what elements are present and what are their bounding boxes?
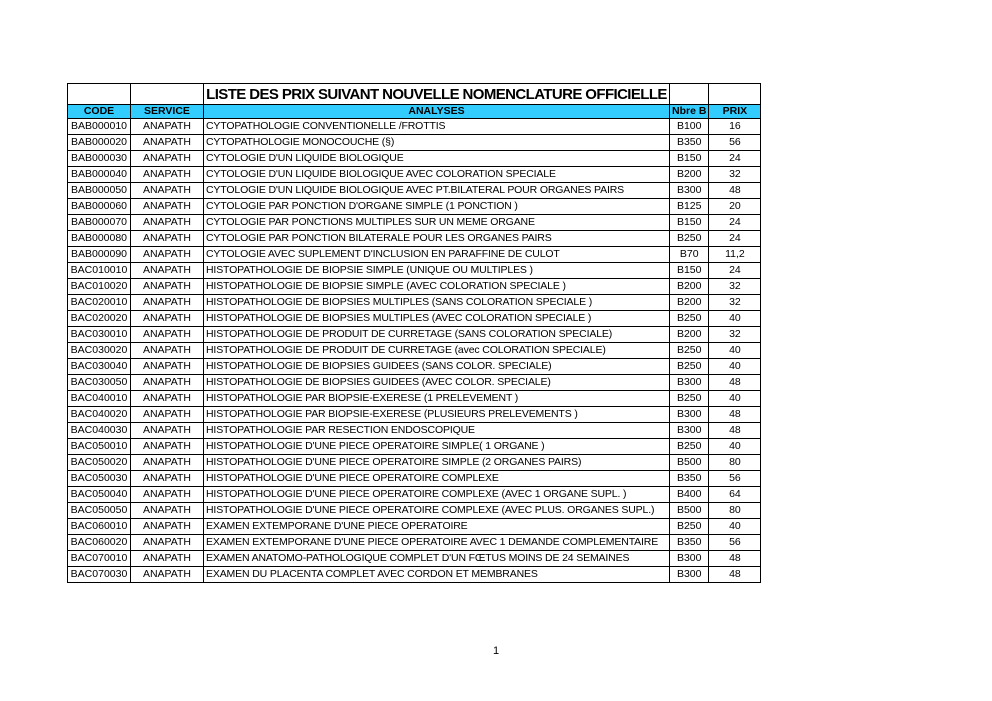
service-cell: ANAPATH	[131, 327, 204, 343]
service-cell: ANAPATH	[131, 375, 204, 391]
price-cell: 56	[709, 535, 761, 551]
table-row	[68, 295, 761, 311]
table-row	[68, 359, 761, 375]
nbre-b-cell: B200	[670, 279, 709, 295]
nbre-b-cell: B400	[670, 487, 709, 503]
code-cell: BAB000040	[68, 167, 131, 183]
code-cell: BAC070030	[68, 567, 131, 583]
nbre-b-cell: B250	[670, 311, 709, 327]
analysis-cell: HISTOPATHOLOGIE D'UNE PIECE OPERATOIRE COMPLEXE	[204, 471, 670, 487]
title-row	[68, 84, 761, 105]
analysis-cell: HISTOPATHOLOGIE DE BIOPSIES MULTIPLES (AVEC COLORATION SPECIALE )	[204, 311, 670, 327]
code-cell: BAC060010	[68, 519, 131, 535]
price-cell: 20	[709, 199, 761, 215]
table-row	[68, 535, 761, 551]
table-row	[68, 119, 761, 135]
nbre-b-cell: B300	[670, 567, 709, 583]
column-header-analyses: ANALYSES	[204, 105, 670, 119]
code-cell: BAB000020	[68, 135, 131, 151]
nbre-b-cell: B500	[670, 503, 709, 519]
nbre-b-cell: B300	[670, 407, 709, 423]
analysis-cell: HISTOPATHOLOGIE D'UNE PIECE OPERATOIRE SIMPLE (2 ORGANES PAIRS)	[204, 455, 670, 471]
nbre-b-cell: B150	[670, 215, 709, 231]
analysis-cell: HISTOPATHOLOGIE DE PRODUIT DE CURRETAGE (SANS COLORATION SPECIALE)	[204, 327, 670, 343]
analysis-cell: EXAMEN EXTEMPORANE D'UNE PIECE OPERATOIRE AVEC 1 DEMANDE COMPLEMENTAIRE	[204, 535, 670, 551]
code-cell: BAB000010	[68, 119, 131, 135]
nbre-b-cell: B250	[670, 391, 709, 407]
analysis-cell: CYTOLOGIE PAR PONCTION D'ORGANE SIMPLE (1 PONCTION )	[204, 199, 670, 215]
table-row	[68, 327, 761, 343]
service-cell: ANAPATH	[131, 311, 204, 327]
analysis-cell: HISTOPATHOLOGIE DE BIOPSIES MULTIPLES (SANS COLORATION SPECIALE )	[204, 295, 670, 311]
code-cell: BAC070010	[68, 551, 131, 567]
price-cell: 40	[709, 359, 761, 375]
analysis-cell: EXAMEN EXTEMPORANE D'UNE PIECE OPERATOIRE	[204, 519, 670, 535]
analysis-cell: EXAMEN DU PLACENTA COMPLET AVEC CORDON ET MEMBRANES	[204, 567, 670, 583]
code-cell: BAB000070	[68, 215, 131, 231]
nbre-b-cell: B250	[670, 343, 709, 359]
table-row	[68, 423, 761, 439]
service-cell: ANAPATH	[131, 407, 204, 423]
nbre-b-cell: B150	[670, 263, 709, 279]
nbre-b-cell: B300	[670, 551, 709, 567]
nbre-b-cell: B100	[670, 119, 709, 135]
table-row	[68, 471, 761, 487]
nbre-b-cell: B300	[670, 183, 709, 199]
nbre-b-cell: B350	[670, 135, 709, 151]
code-cell: BAC030040	[68, 359, 131, 375]
price-cell: 24	[709, 151, 761, 167]
analysis-cell: HISTOPATHOLOGIE DE BIOPSIE SIMPLE (AVEC COLORATION SPECIALE )	[204, 279, 670, 295]
service-cell: ANAPATH	[131, 215, 204, 231]
table-row	[68, 503, 761, 519]
nbre-b-cell: B250	[670, 519, 709, 535]
service-cell: ANAPATH	[131, 359, 204, 375]
nbre-b-cell: B250	[670, 439, 709, 455]
service-cell: ANAPATH	[131, 567, 204, 583]
price-cell: 32	[709, 295, 761, 311]
price-cell: 24	[709, 215, 761, 231]
analysis-cell: CYTOLOGIE D'UN LIQUIDE BIOLOGIQUE	[204, 151, 670, 167]
analysis-cell: CYTOLOGIE D'UN LIQUIDE BIOLOGIQUE AVEC PT.BILATERAL POUR ORGANES PAIRS	[204, 183, 670, 199]
analysis-cell: HISTOPATHOLOGIE D'UNE PIECE OPERATOIRE COMPLEXE (AVEC 1 ORGANE SUPL. )	[204, 487, 670, 503]
analysis-cell: CYTOLOGIE AVEC SUPLEMENT D'INCLUSION EN PARAFFINE DE CULOT	[204, 247, 670, 263]
code-cell: BAC050040	[68, 487, 131, 503]
price-cell: 48	[709, 183, 761, 199]
service-cell: ANAPATH	[131, 151, 204, 167]
title-spacer-cell	[670, 84, 709, 105]
analysis-cell: CYTOPATHOLOGIE CONVENTIONELLE /FROTTIS	[204, 119, 670, 135]
service-cell: ANAPATH	[131, 263, 204, 279]
column-header-code: CODE	[68, 105, 131, 119]
analysis-cell: HISTOPATHOLOGIE PAR BIOPSIE-EXERESE (1 PRELEVEMENT )	[204, 391, 670, 407]
price-cell: 40	[709, 439, 761, 455]
analysis-cell: HISTOPATHOLOGIE DE BIOPSIE SIMPLE (UNIQUE OU MULTIPLES )	[204, 263, 670, 279]
nbre-b-cell: B500	[670, 455, 709, 471]
analysis-cell: CYTOLOGIE PAR PONCTIONS MULTIPLES SUR UN MEME ORGANE	[204, 215, 670, 231]
service-cell: ANAPATH	[131, 471, 204, 487]
code-cell: BAC030050	[68, 375, 131, 391]
price-cell: 56	[709, 471, 761, 487]
table-row	[68, 231, 761, 247]
code-cell: BAB000080	[68, 231, 131, 247]
document-title: LISTE DES PRIX SUIVANT NOUVELLE NOMENCLATURE OFFICIELLE	[204, 84, 670, 105]
code-cell: BAB000030	[68, 151, 131, 167]
nbre-b-cell: B300	[670, 375, 709, 391]
code-cell: BAC050030	[68, 471, 131, 487]
nbre-b-cell: B200	[670, 295, 709, 311]
price-cell: 32	[709, 167, 761, 183]
price-cell: 24	[709, 231, 761, 247]
service-cell: ANAPATH	[131, 183, 204, 199]
table-row	[68, 247, 761, 263]
table-row	[68, 519, 761, 535]
price-cell: 80	[709, 455, 761, 471]
service-cell: ANAPATH	[131, 167, 204, 183]
analysis-cell: HISTOPATHOLOGIE DE PRODUIT DE CURRETAGE (avec COLORATION SPECIALE)	[204, 343, 670, 359]
table-row	[68, 183, 761, 199]
price-cell: 32	[709, 327, 761, 343]
table-body	[68, 119, 761, 583]
service-cell: ANAPATH	[131, 279, 204, 295]
price-cell: 40	[709, 343, 761, 359]
price-cell: 80	[709, 503, 761, 519]
analysis-cell: HISTOPATHOLOGIE DE BIOPSIES GUIDEES (AVEC COLOR. SPECIALE)	[204, 375, 670, 391]
column-header-row	[68, 105, 761, 119]
table-row	[68, 407, 761, 423]
price-cell: 40	[709, 519, 761, 535]
price-cell: 48	[709, 551, 761, 567]
service-cell: ANAPATH	[131, 199, 204, 215]
service-cell: ANAPATH	[131, 519, 204, 535]
code-cell: BAC040030	[68, 423, 131, 439]
table-row	[68, 199, 761, 215]
nbre-b-cell: B150	[670, 151, 709, 167]
table-row	[68, 551, 761, 567]
service-cell: ANAPATH	[131, 391, 204, 407]
table-row	[68, 567, 761, 583]
nbre-b-cell: B70	[670, 247, 709, 263]
nbre-b-cell: B250	[670, 359, 709, 375]
table-row	[68, 167, 761, 183]
analysis-cell: HISTOPATHOLOGIE DE BIOPSIES GUIDEES (SANS COLOR. SPECIALE)	[204, 359, 670, 375]
code-cell: BAB000050	[68, 183, 131, 199]
table-row	[68, 375, 761, 391]
code-cell: BAC030010	[68, 327, 131, 343]
code-cell: BAC020010	[68, 295, 131, 311]
table-row	[68, 343, 761, 359]
price-cell: 16	[709, 119, 761, 135]
service-cell: ANAPATH	[131, 343, 204, 359]
nbre-b-cell: B125	[670, 199, 709, 215]
code-cell: BAC050020	[68, 455, 131, 471]
price-cell: 48	[709, 375, 761, 391]
price-cell: 40	[709, 311, 761, 327]
service-cell: ANAPATH	[131, 439, 204, 455]
price-cell: 11,2	[709, 247, 761, 263]
table-row	[68, 487, 761, 503]
service-cell: ANAPATH	[131, 503, 204, 519]
code-cell: BAC010010	[68, 263, 131, 279]
service-cell: ANAPATH	[131, 247, 204, 263]
nbre-b-cell: B300	[670, 423, 709, 439]
analysis-cell: HISTOPATHOLOGIE PAR RESECTION ENDOSCOPIQUE	[204, 423, 670, 439]
service-cell: ANAPATH	[131, 295, 204, 311]
nbre-b-cell: B200	[670, 327, 709, 343]
price-cell: 24	[709, 263, 761, 279]
table-row	[68, 311, 761, 327]
code-cell: BAC030020	[68, 343, 131, 359]
table-row	[68, 151, 761, 167]
price-list-table	[67, 83, 761, 583]
table-row	[68, 215, 761, 231]
service-cell: ANAPATH	[131, 423, 204, 439]
title-spacer-cell	[68, 84, 131, 105]
service-cell: ANAPATH	[131, 135, 204, 151]
code-cell: BAB000090	[68, 247, 131, 263]
table-row	[68, 135, 761, 151]
table-row	[68, 455, 761, 471]
column-header-service: SERVICE	[131, 105, 204, 119]
price-cell: 48	[709, 423, 761, 439]
nbre-b-cell: B350	[670, 535, 709, 551]
price-cell: 56	[709, 135, 761, 151]
analysis-cell: CYTOPATHOLOGIE MONOCOUCHE (§)	[204, 135, 670, 151]
analysis-cell: HISTOPATHOLOGIE PAR BIOPSIE-EXERESE (PLUSIEURS PRELEVEMENTS )	[204, 407, 670, 423]
table-row	[68, 279, 761, 295]
code-cell: BAC050050	[68, 503, 131, 519]
price-cell: 48	[709, 407, 761, 423]
service-cell: ANAPATH	[131, 231, 204, 247]
price-cell: 32	[709, 279, 761, 295]
code-cell: BAC010020	[68, 279, 131, 295]
code-cell: BAC020020	[68, 311, 131, 327]
code-cell: BAC060020	[68, 535, 131, 551]
analysis-cell: HISTOPATHOLOGIE D'UNE PIECE OPERATOIRE COMPLEXE (AVEC PLUS. ORGANES SUPL.)	[204, 503, 670, 519]
title-spacer-cell	[131, 84, 204, 105]
code-cell: BAB000060	[68, 199, 131, 215]
analysis-cell: CYTOLOGIE D'UN LIQUIDE BIOLOGIQUE AVEC COLORATION SPECIALE	[204, 167, 670, 183]
service-cell: ANAPATH	[131, 535, 204, 551]
nbre-b-cell: B350	[670, 471, 709, 487]
column-header-nbre-b: Nbre B	[670, 105, 709, 119]
service-cell: ANAPATH	[131, 119, 204, 135]
code-cell: BAC040010	[68, 391, 131, 407]
nbre-b-cell: B200	[670, 167, 709, 183]
service-cell: ANAPATH	[131, 551, 204, 567]
service-cell: ANAPATH	[131, 455, 204, 471]
service-cell: ANAPATH	[131, 487, 204, 503]
table-row	[68, 391, 761, 407]
analysis-cell: HISTOPATHOLOGIE D'UNE PIECE OPERATOIRE SIMPLE( 1 ORGANE )	[204, 439, 670, 455]
analysis-cell: EXAMEN ANATOMO-PATHOLOGIQUE COMPLET D'UN FŒTUS MOINS DE 24 SEMAINES	[204, 551, 670, 567]
table-row	[68, 439, 761, 455]
column-header-prix: PRIX	[709, 105, 761, 119]
page-number: 1	[492, 645, 500, 657]
code-cell: BAC050010	[68, 439, 131, 455]
price-cell: 64	[709, 487, 761, 503]
price-cell: 48	[709, 567, 761, 583]
analysis-cell: CYTOLOGIE PAR PONCTION BILATERALE POUR LES ORGANES PAIRS	[204, 231, 670, 247]
price-cell: 40	[709, 391, 761, 407]
nbre-b-cell: B250	[670, 231, 709, 247]
title-spacer-cell	[709, 84, 761, 105]
table-row	[68, 263, 761, 279]
code-cell: BAC040020	[68, 407, 131, 423]
